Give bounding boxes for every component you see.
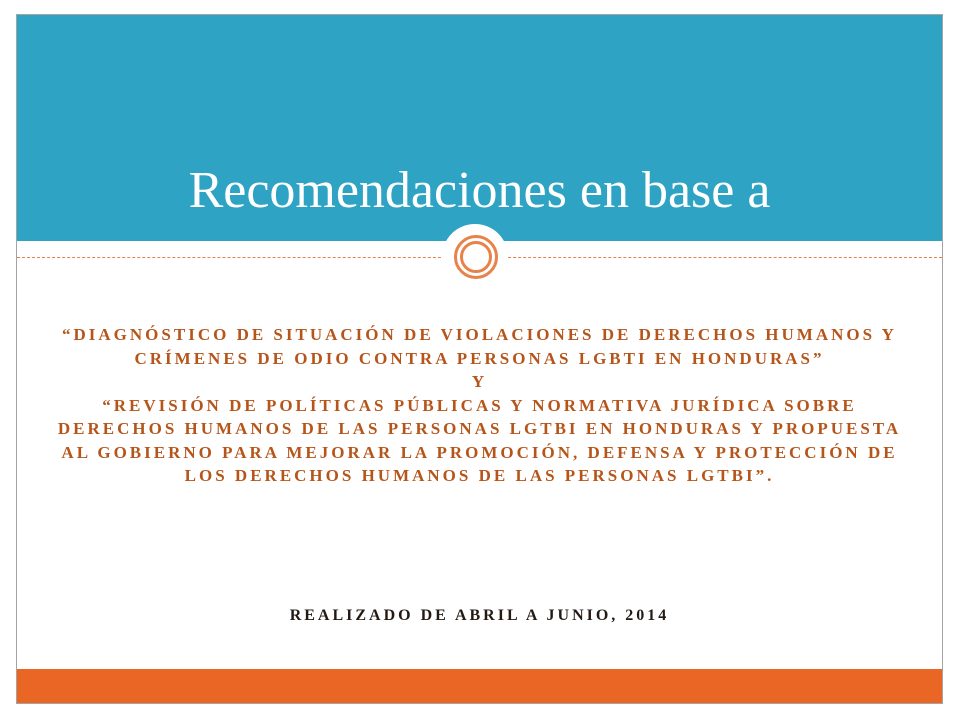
document-title-2: “REVISIÓN DE POLÍTICAS PÚBLICAS Y NORMATIVA JURÍDICA SOBRE DERECHOS HUMANOS DE LAS PERSONAS LGTBI EN HONDURAS Y PROPUESTA AL GOBIERNO PARA MEJORAR LA PROMOCIÓN, DEFENSA Y PROTECCIÓN DE LOS DERECHOS HUMANOS DE LAS PERSONAS LGTBI”. [57, 395, 902, 485]
slide-body [57, 323, 902, 488]
slide-title: Recomendaciones en base a [188, 162, 771, 219]
slide [16, 14, 943, 704]
document-title-1: “DIAGNÓSTICO DE SITUACIÓN DE VIOLACIONES DE DERECHOS HUMANOS Y CRÍMENES DE ODIO CONTRA PERSONAS LGBTI EN HONDURAS” [62, 325, 897, 368]
title-band [17, 15, 942, 241]
ornament-inner-ring-icon [460, 241, 492, 273]
connector-text: Y [471, 372, 488, 391]
footer-bar [17, 669, 942, 703]
date-line: REALIZADO DE ABRIL A JUNIO, 2014 [289, 607, 670, 624]
